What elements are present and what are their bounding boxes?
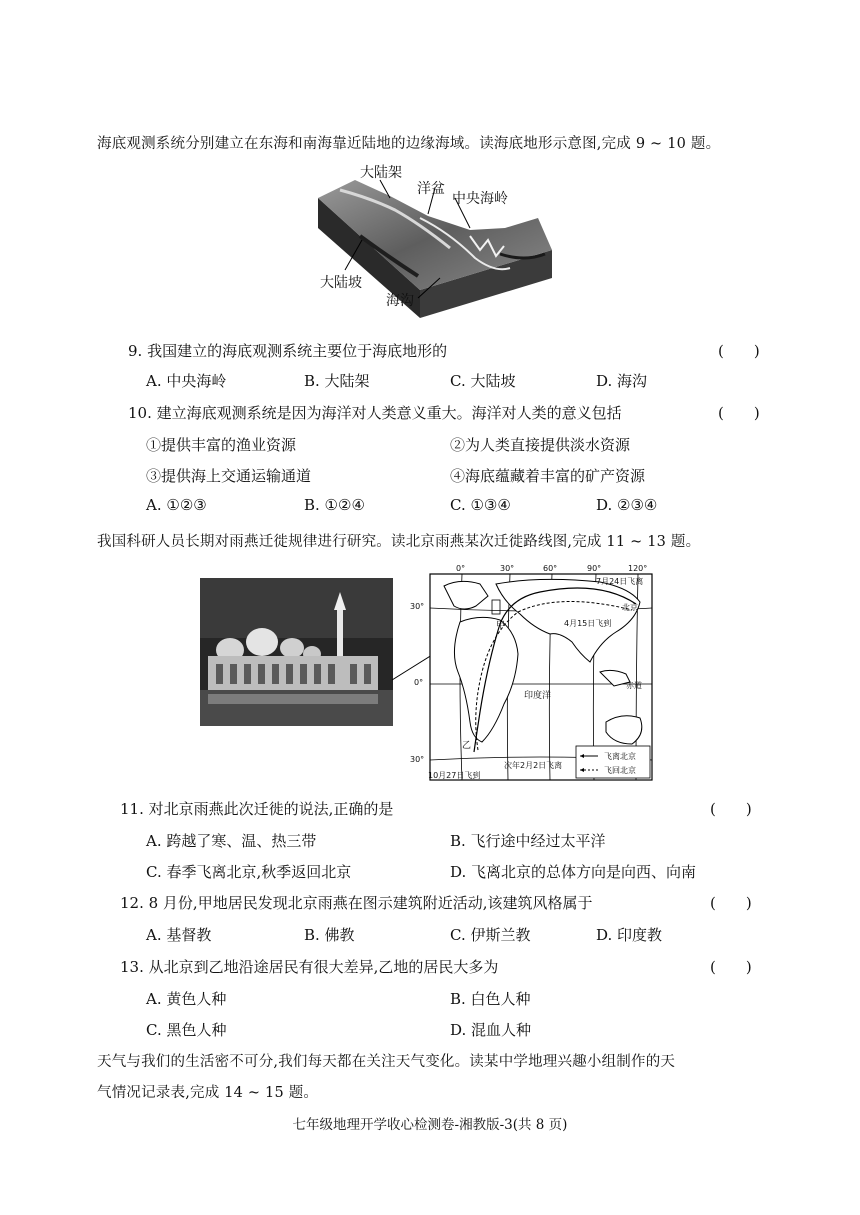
question-12-option-a[interactable]: A. 基督教 xyxy=(146,926,212,944)
label-mid-ocean-ridge: 中央海岭 xyxy=(452,191,508,207)
map-label-jul24: 7月24日飞离 xyxy=(596,577,644,586)
question-9-stem: 9. 我国建立的海底观测系统主要位于海底地形的 xyxy=(128,342,448,360)
question-10-answer-blank[interactable]: ( ) xyxy=(718,404,760,422)
lat-label-30s: 30° xyxy=(410,755,425,764)
intro-text-swift: 我国科研人员长期对雨燕迁徙规律进行研究。读北京雨燕某次迁徙路线图,完成 11 ~ 13 题。 xyxy=(97,534,701,550)
question-10-stem: 10. 建立海底观测系统是因为海洋对人类意义重大。海洋对人类的意义包括 xyxy=(128,404,622,422)
intro-text-seafloor: 海底观测系统分别建立在东海和南海靠近陆地的边缘海域。读海底地形示意图,完成 9 ~ 10 题。 xyxy=(97,136,721,152)
lon-label-30: 30° xyxy=(500,564,515,573)
question-13-answer-blank[interactable]: ( ) xyxy=(710,958,752,976)
lat-label-0: 0° xyxy=(414,678,424,687)
label-continental-shelf: 大陆架 xyxy=(360,165,402,181)
question-9-option-b[interactable]: B. 大陆架 xyxy=(304,372,370,390)
legend-return-beijing: 飞回北京 xyxy=(604,766,636,775)
question-11-answer-blank[interactable]: ( ) xyxy=(710,800,752,818)
question-11-option-d[interactable]: D. 飞离北京的总体方向是向西、向南 xyxy=(450,863,697,881)
question-11-stem: 11. 对北京雨燕此次迁徙的说法,正确的是 xyxy=(120,800,394,818)
question-12-answer-blank[interactable]: ( ) xyxy=(710,894,752,912)
question-12-stem: 12. 8 月份,甲地居民发现北京雨燕在图示建筑附近活动,该建筑风格属于 xyxy=(120,894,593,912)
question-11-option-c[interactable]: C. 春季飞离北京,秋季返回北京 xyxy=(146,863,352,881)
lon-label-0: 0° xyxy=(456,564,466,573)
question-10-option-c[interactable]: C. ①③④ xyxy=(450,496,511,514)
question-9-option-a[interactable]: A. 中央海岭 xyxy=(146,372,227,390)
question-10-option-a[interactable]: A. ①②③ xyxy=(146,496,207,514)
question-12-option-d[interactable]: D. 印度教 xyxy=(596,926,663,944)
question-10-option-b[interactable]: B. ①②④ xyxy=(304,496,365,514)
question-9-answer-blank[interactable]: ( ) xyxy=(718,342,760,360)
migration-map xyxy=(400,562,660,784)
question-10-statement-1: ①提供丰富的渔业资源 xyxy=(146,436,297,454)
label-trench: 海沟 xyxy=(386,293,414,309)
map-label-apr15: 4月15日飞到 xyxy=(564,619,612,628)
question-13-option-a[interactable]: A. 黄色人种 xyxy=(146,990,227,1008)
page-footer: 七年级地理开学收心检测卷-湘教版-3(共 8 页) xyxy=(292,1117,568,1133)
intro-text-weather-line2: 气情况记录表,完成 14 ~ 15 题。 xyxy=(97,1085,319,1101)
label-continental-slope: 大陆坡 xyxy=(320,275,362,291)
question-12-option-b[interactable]: B. 佛教 xyxy=(304,926,355,944)
question-11-option-a[interactable]: A. 跨越了寒、温、热三带 xyxy=(146,832,317,850)
question-9-option-c[interactable]: C. 大陆坡 xyxy=(450,372,516,390)
map-label-oct27: 10月27日飞到 xyxy=(428,771,481,780)
map-label-beijing: 北京 xyxy=(622,603,638,612)
map-label-jia: 甲 xyxy=(496,621,506,631)
lon-label-60: 60° xyxy=(543,564,558,573)
lat-label-30n: 30° xyxy=(410,602,425,611)
map-label-indian-ocean: 印度洋 xyxy=(524,691,552,701)
question-13-option-b[interactable]: B. 白色人种 xyxy=(450,990,531,1008)
legend-leave-beijing: 飞离北京 xyxy=(604,752,636,761)
question-10-option-d[interactable]: D. ②③④ xyxy=(596,496,658,514)
mosque-photo xyxy=(200,578,393,726)
label-ocean-basin: 洋盆 xyxy=(417,181,445,197)
question-12-option-c[interactable]: C. 伊斯兰教 xyxy=(450,926,531,944)
question-13-stem: 13. 从北京到乙地沿途居民有很大差异,乙地的居民大多为 xyxy=(120,958,499,976)
map-label-equator: 赤道 xyxy=(626,681,642,690)
question-11-option-b[interactable]: B. 飞行途中经过太平洋 xyxy=(450,832,606,850)
map-label-feb2: 次年2月2日飞离 xyxy=(504,761,563,770)
map-label-yi: 乙 xyxy=(462,741,472,751)
seafloor-diagram xyxy=(300,158,570,328)
question-10-statement-3: ③提供海上交通运输通道 xyxy=(146,467,312,485)
lon-label-120: 120° xyxy=(628,564,648,573)
question-10-statement-2: ②为人类直接提供淡水资源 xyxy=(450,436,631,454)
question-9-option-d[interactable]: D. 海沟 xyxy=(596,372,648,390)
lon-label-90: 90° xyxy=(587,564,602,573)
question-13-option-c[interactable]: C. 黑色人种 xyxy=(146,1021,227,1039)
intro-text-weather-line1: 天气与我们的生活密不可分,我们每天都在关注天气变化。读某中学地理兴趣小组制作的天 xyxy=(97,1054,676,1070)
question-13-option-d[interactable]: D. 混血人种 xyxy=(450,1021,532,1039)
question-10-statement-4: ④海底蕴藏着丰富的矿产资源 xyxy=(450,467,646,485)
